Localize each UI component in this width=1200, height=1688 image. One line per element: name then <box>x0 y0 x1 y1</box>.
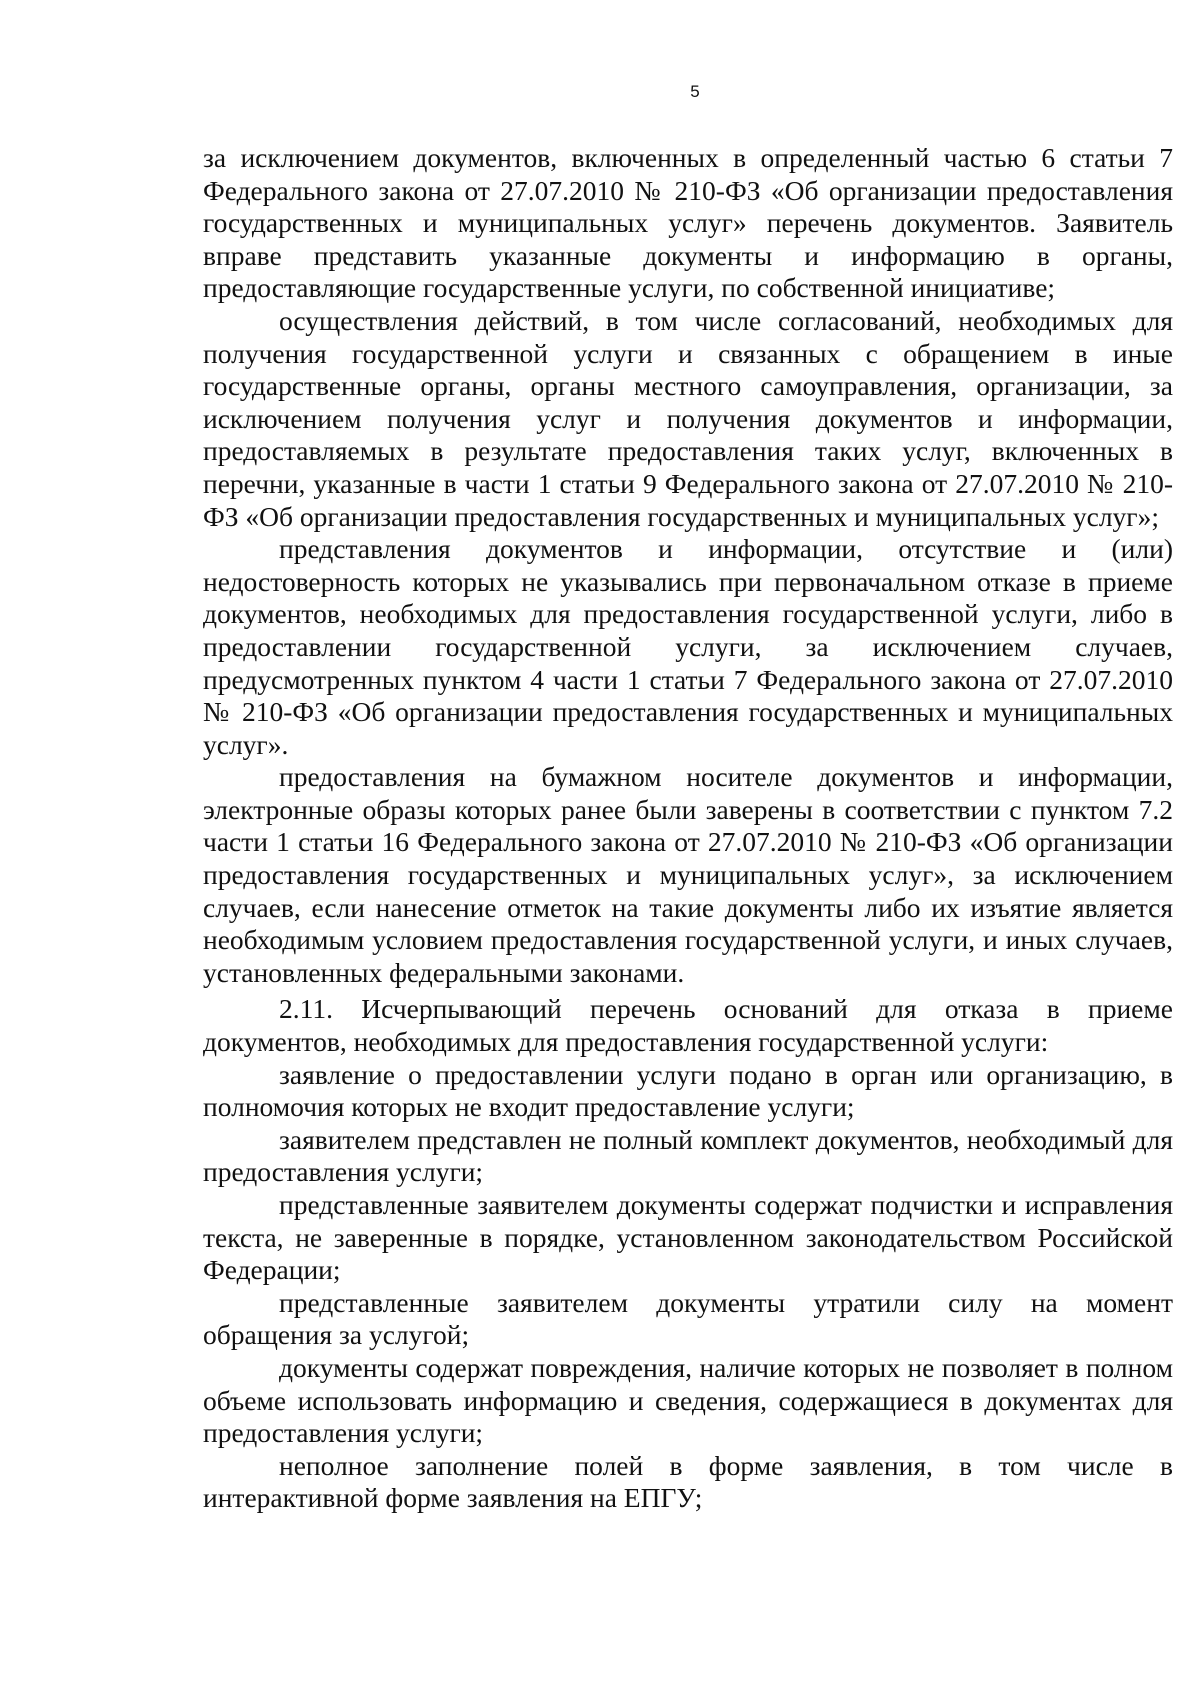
paragraph-missing-documents: представления документов и информации, отсутствие и (или) недостоверность которых не указывались при первоначальном отказе в приеме документов, необходимых для предоставления государственной услуги, либо в предоставлении государственной услуги, за исключением случаев, предусмотренных пунктом 4 части 1 статьи 7 Федерального закона от 27.07.2010 № 210-ФЗ «Об организации предоставления государственных и муниципальных услуг». <box>203 533 1173 760</box>
list-item-corrections: представленные заявителем документы содержат подчистки и исправления текста, не заверенные в порядке, установленном законодательством Российской Федерации; <box>203 1189 1173 1286</box>
list-item-incomplete-set: заявителем представлен не полный комплект документов, необходимый для предоставления услуги; <box>203 1123 1173 1188</box>
list-item-wrong-authority: заявление о предоставлении услуги подано в орган или организацию, в полномочия которых не входит предоставление услуги; <box>203 1058 1173 1123</box>
list-item-incomplete-form: неполное заполнение полей в форме заявления, в том числе в интерактивной форме заявления на ЕПГУ; <box>203 1449 1173 1514</box>
paragraph-section-2-11: 2.11. Исчерпывающий перечень оснований для отказа в приеме документов, необходимых для предоставления государственной услуги: <box>203 993 1173 1058</box>
paragraph-documents-excluded: за исключением документов, включенных в определенный частью 6 статьи 7 Федерального закона от 27.07.2010 № 210-ФЗ «Об организации предоставления государственных и муниципальных услуг» перечень документов. Заявитель вправе представить указанные документы и информацию в органы, предоставляющие государственные услуги, по собственной инициативе; <box>203 142 1173 304</box>
paragraph-actions-approvals: осуществления действий, в том числе согласований, необходимых для получения государственной услуги и связанных с обращением в иные государственные органы, органы местного самоуправления, организации, за исключением получения услуг и получения документов и информации, предоставляемых в результате предоставления таких услуг, включенных в перечни, указанные в части 1 статьи 9 Федерального закона от 27.07.2010 № 210-ФЗ «Об организации предоставления государственных и муниципальных услуг»; <box>203 304 1173 532</box>
document-body <box>203 142 1173 1515</box>
page-number-text: 5 <box>690 82 700 101</box>
list-item-expired-documents: представленные заявителем документы утратили силу на момент обращения за услугой; <box>203 1286 1173 1351</box>
page-number <box>0 82 1200 102</box>
paragraph-paper-documents: предоставления на бумажном носителе документов и информации, электронные образы которых ранее были заверены в соответствии с пунктом 7.2 части 1 статьи 16 Федерального закона от 27.07.2010 № 210-ФЗ «Об организации предоставления государственных и муниципальных услуг», за исключением случаев, если нанесение отметок на такие документы либо их изъятие является необходимым условием предоставления государственной услуги, и иных случаев, установленных федеральными законами. <box>203 761 1173 988</box>
list-item-damaged-documents: документы содержат повреждения, наличие которых не позволяет в полном объеме использовать информацию и сведения, содержащиеся в документах для предоставления услуги; <box>203 1351 1173 1449</box>
